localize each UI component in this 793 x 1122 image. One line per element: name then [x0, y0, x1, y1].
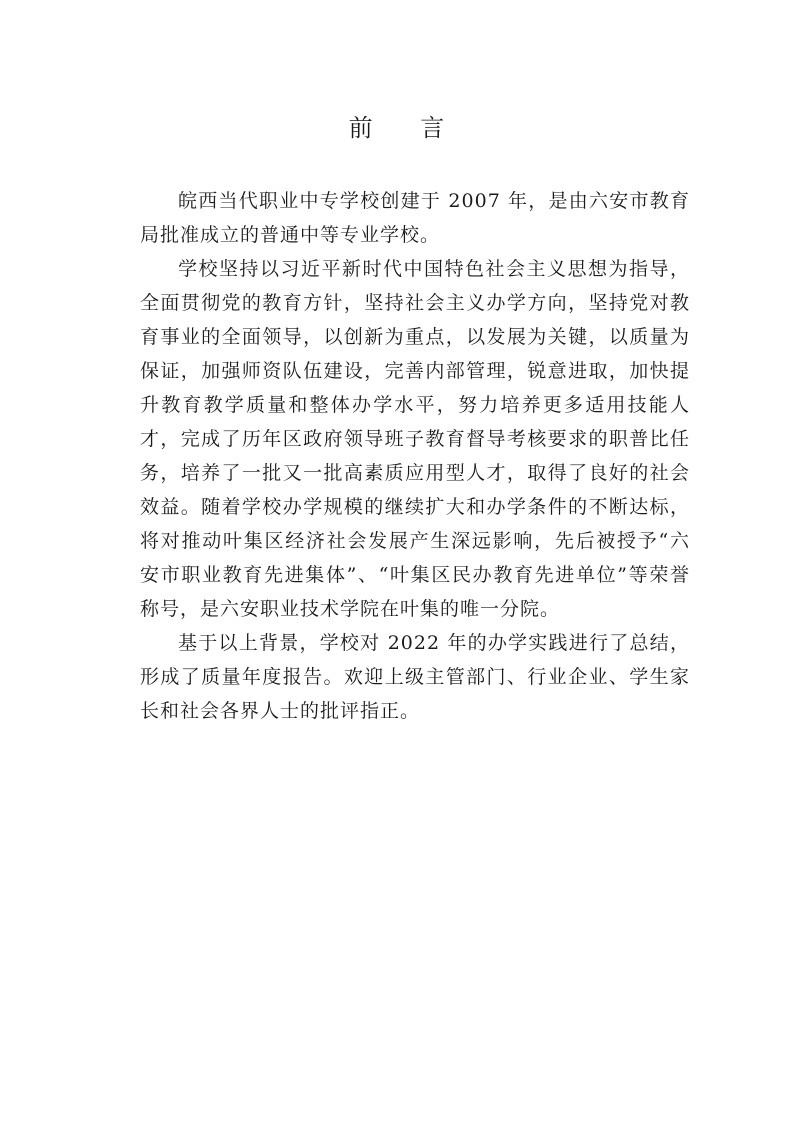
- page-title: 前 言: [348, 114, 465, 142]
- paragraph-intro: 皖西当代职业中专学校创建于 2007 年，是由六安市教育局批准成立的普通中等专业学校。: [140, 190, 690, 246]
- document-body: [140, 184, 690, 728]
- paragraph-mission: 学校坚持以习近平新时代中国特色社会主义思想为指导，全面贯彻党的教育方针，坚持社会主义办学方向，坚持党对教育事业的全面领导，以创新为重点，以发展为关键，以质量为保证，加强师资队伍建设，完善内部管理，锐意进取，加快提升教育教学质量和整体办学水平，努力培养更多适用技能人才，完成了历年区政府领导班子教育督导考核要求的职普比任务，培养了一批又一批高素质应用型人才，取得了良好的社会效益。随着学校办学规模的继续扩大和办学条件的不断达标，将对推动叶集区经济社会发展产生深远影响，先后被授予“六安市职业教育先进集体”、“叶集区民办教育先进单位”等荣誉称号，是六安职业技术学院在叶集的唯一分院。: [140, 258, 690, 620]
- paragraph-summary: 基于以上背景，学校对 2022 年的办学实践进行了总结，形成了质量年度报告。欢迎上级主管部门、行业企业、学生家长和社会各界人士的批评指正。: [140, 632, 690, 722]
